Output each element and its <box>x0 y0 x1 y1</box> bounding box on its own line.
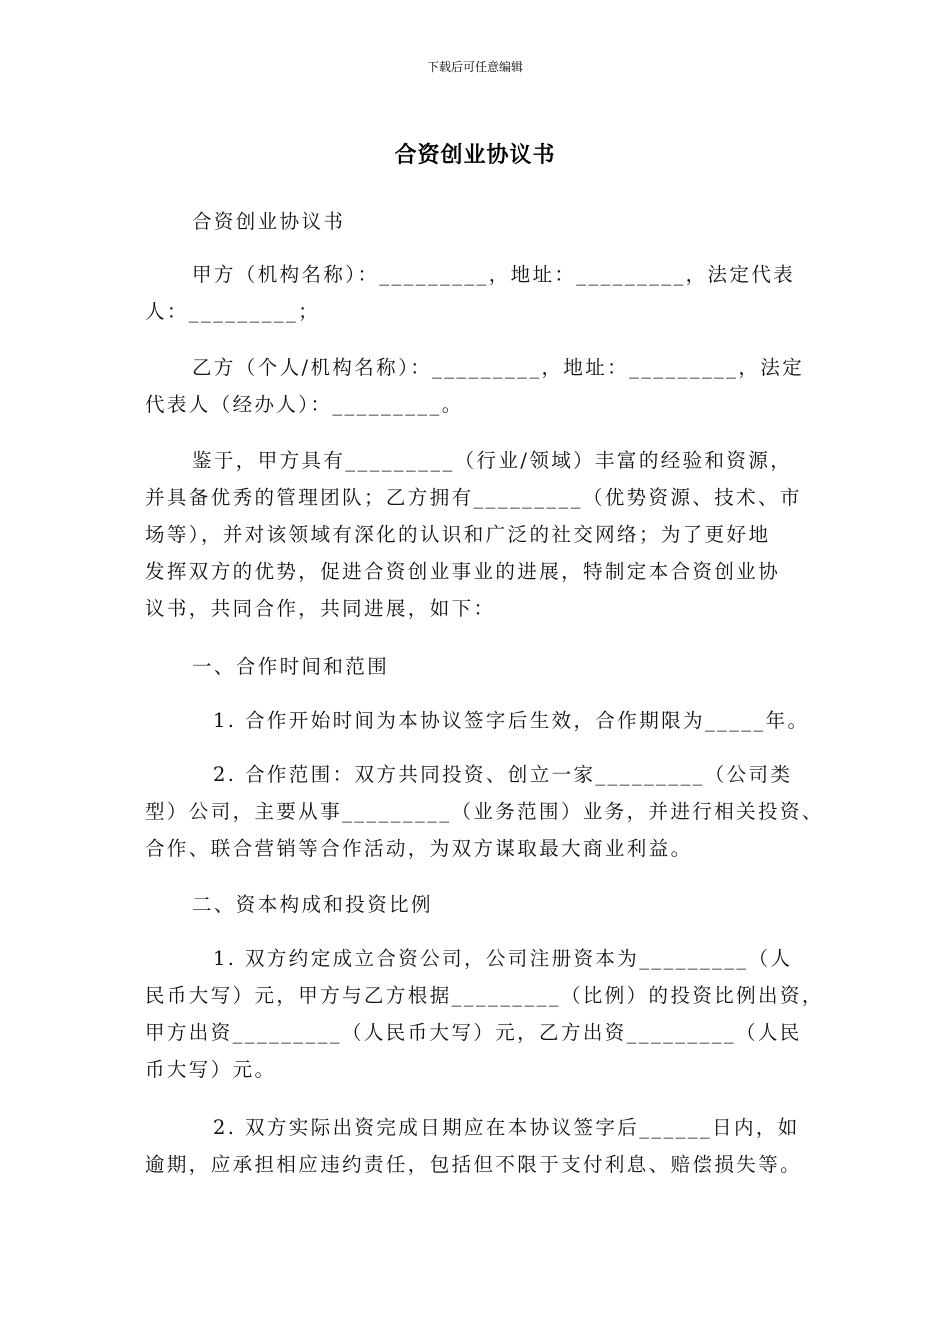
text-line: 2. 合作范围：双方共同投资、创立一家_________（公司类 <box>213 763 793 786</box>
section-heading-1 <box>145 648 825 685</box>
clause-1-1 <box>145 702 825 739</box>
text-line: 发挥双方的优势，促进合资创业事业的进展，特制定本合资创业协 <box>145 560 781 583</box>
text-line: 人：_________； <box>145 300 321 323</box>
text-line: 二、资本构成和投资比例 <box>192 893 433 916</box>
text-line: 并具备优秀的管理团队；乙方拥有_________（优势资源、技术、市 <box>145 486 802 509</box>
text-line: 一、合作时间和范围 <box>192 655 390 678</box>
text-line: 合作、联合营销等合作活动，为双方谋取最大商业利益。 <box>145 837 693 860</box>
clause-2-2 <box>145 1109 825 1183</box>
document-title: 合资创业协议书 <box>394 143 556 168</box>
text-line: 代表人（经办人）：_________。 <box>145 393 464 416</box>
section-heading-2 <box>145 886 825 923</box>
text-line: 币大写）元。 <box>145 1058 277 1081</box>
text-line: 2. 双方实际出资完成日期应在本协议签字后______日内，如 <box>213 1116 800 1139</box>
text-line: 合资创业协议书 <box>192 210 346 233</box>
paragraph-subtitle <box>145 203 825 240</box>
text-line: 民币大写）元，甲方与乙方根据_________（比例）的投资比例出资， <box>145 984 824 1007</box>
paragraph-party-b <box>145 349 825 423</box>
paragraph-party-a <box>145 256 825 330</box>
text-line: 甲方出资_________（人民币大写）元，乙方出资_________（人民 <box>145 1021 802 1044</box>
text-line: 1. 双方约定成立合资公司，公司注册资本为_________（人 <box>213 947 793 970</box>
text-line: 型）公司，主要从事_________（业务范围）业务，并进行相关投资、 <box>145 800 824 823</box>
paragraph-whereas <box>145 442 825 627</box>
text-line: 鉴于，甲方具有_________（行业/领域）丰富的经验和资源， <box>192 449 793 472</box>
clause-2-1 <box>145 940 825 1088</box>
text-line: 场等），并对该领域有深化的认识和广泛的社交网络；为了更好地 <box>145 523 771 546</box>
text-line: 逾期，应承担相应违约责任，包括但不限于支付利息、赔偿损失等。 <box>145 1153 803 1176</box>
header-note: 下载后可任意编辑 <box>426 60 523 74</box>
text-line: 乙方（个人/机构名称）：_________，地址：_________，法定 <box>192 356 805 379</box>
text-line: 1. 合作开始时间为本协议签字后生效，合作期限为_____年。 <box>213 709 810 732</box>
clause-1-2 <box>145 756 825 867</box>
text-line: 议书，共同合作，共同进展，如下： <box>145 597 496 620</box>
text-line: 甲方（机构名称）：_________，地址：_________，法定代表 <box>192 263 796 286</box>
